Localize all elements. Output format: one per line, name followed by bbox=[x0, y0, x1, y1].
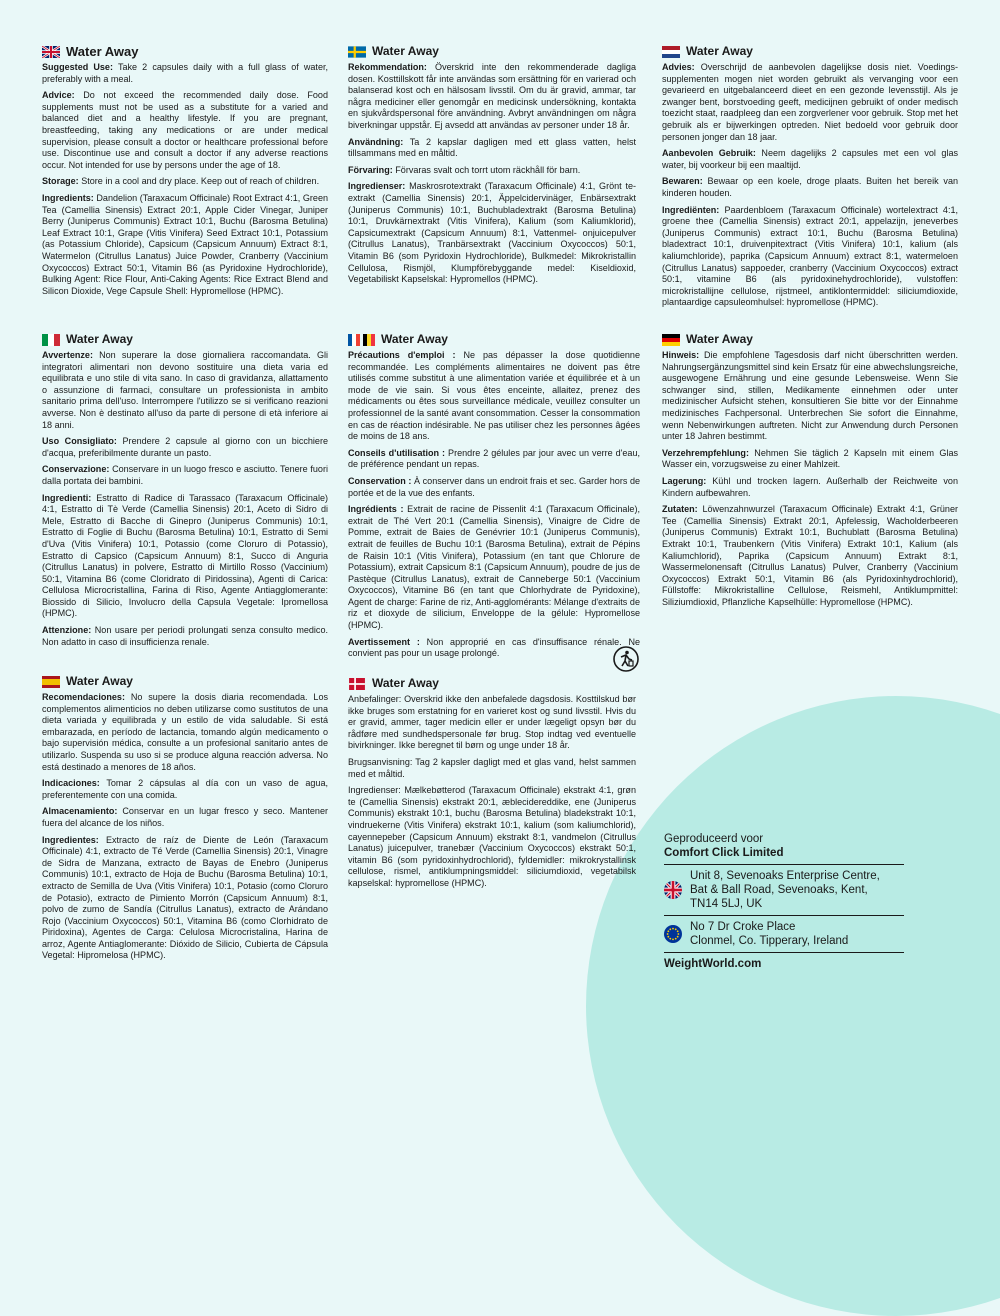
company-name: Comfort Click Limited bbox=[664, 847, 784, 859]
product-name: Water Away bbox=[66, 674, 133, 689]
section-danish: Water Away Anbefalinger: Overskrid ikke den anbefalede dagsdosis. Kosttilskud bør ikke bruges som erstatning for en varieret kost og sund livsstil. Hvis du er gravid, ammer, tager medicin eller er under lægeligt opsyn bør du rådføre med sundhedspersonale før brug. Stop indtag ved eventuelle bivirkninger. Ikke beregnet til børn og unge under 18 år. Brugsanvisning: Tag 2 kapsler dagligt med et glas vand, helst sammen med et måltid. Ingredienser: Mælkebøtterod (Taraxacum Officinale) ekstrakt 4:1, grøn te (Camellia Sinensis) ekstrakt 20:1, æblecidereddike, ene (Juniperus Communis) ekstrakt 10:1, buchu (Barosma Betulina) bladekstrakt 10:1, vindruekerne (Vitis Vinifera) ekstrakt 10:1, kalium (som kaliumchlorid), cayennepeber (Capsicum Annuum) ekstrakt 8:1, vandmelon (Citrullus Lanatus) juicepulver, tranebær (Vaccinium Oxycoccos) ekstrakt 50:1, vitamin B6 (som pyridoxinhydrochlorid), fyldemidler: mikrokrystallinsk cellulose, rismel, antiklumpningsmiddel: siliciumdioxid, vegetabilsk kapselskal: hypromellose (HPMC). bbox=[348, 676, 636, 888]
section-title-italian bbox=[42, 334, 328, 346]
section-title-french bbox=[348, 334, 640, 346]
uk-flag-icon bbox=[42, 46, 60, 58]
section-dutch: Water Away Advies: Overschrijd de aanbevolen dagelijkse dosis niet. Voedings- supplementen mogen niet worden gebruikt als vervanging voor een gevarieerd en uitgebalanceerd dieet en een gezonde levensstijl. Als je zwanger bent, borstvoeding geeft, medicijnen gebruikt of onder medisch toezicht staat, raadpleeg dan een zorgverlener voor gebruik. Stop met het gebruik als er bijwerkingen optreden. Niet bedoeld voor gebruik door personen jonger dan 18 jaar. Aanbevolen Gebruik: Neem dagelijks 2 capsules met een vol glas water, bij voorkeur bij een maaltijd. Bewaren: Bewaar op een koele, droge plaats. Buiten het bereik van kinderen houden. Ingrediënten: Paardenbloem (Taraxacum Officinale) wortelextract 4:1, groene thee (Camellia Sinensis) extract 20:1, appelazijn, jeneverbes (Juniperus Communis) extract 10:1, Buchu (Barosma Betulina) bladextract 10:1, druivenpitextract (Vitis Vinifera) 10:1, kalium (als kaliumchloride), paprika (Capsicum Annuum) extract 8:1, watermeloen (Citrullus Lanatus) sappoeder, cranberry (Vaccinium Oxycoccos) extract 50:1, vitamine B6 (als pyridoxinehydrochloride), vulstoffen: microkristallijne cellulose, rijstmeel, antiklontermiddel: siliciumdioxide, plantaardige capsuleomhulsel: hypromellose (HPMC). bbox=[662, 44, 959, 308]
product-name: Water Away bbox=[686, 44, 753, 59]
divider bbox=[664, 915, 904, 916]
section-title-dutch bbox=[662, 46, 958, 58]
product-name: Water Away bbox=[381, 332, 448, 347]
ireland-address: No 7 Dr Croke Place Clonmel, Co. Tipperary, Ireland bbox=[664, 920, 904, 948]
section-french: Water Away Précautions d'emploi : Ne pas dépasser la dose quotidienne recommandée. Les compléments alimentaires ne doivent pas être utilisés comme substitut à une alimentation variée et équilibrée et à un mode de vie sain. Si vous êtes enceinte, allaitez, prenez des médicaments ou êtes sous surveillance médicale, veuillez consulter un professionnel de la santé avant consommation. Cesser la consommation en cas de réaction indésirable. Ne pas utiliser chez les personnes âgées de moins de 18 ans. Conseils d'utilisation : Prendre 2 gélules par jour avec un verre d'eau, de préférence pendant un repas. Conservation : À conserver dans un endroit frais et sec. Garder hors de portée et de la vue des enfants. Ingrédients : Extrait de racine de Pissenlit 4:1 (Taraxacum Officinale), extrait de Thé Vert 20:1 (Camellia Sinensis), Vinaigre de Cidre de Pomme, extrait de Baies de Genévrier 10:1 (Juniperus Communis), extrait de feuilles de Buchu 10:1 (Barosma Betulina), extrait de Pépins de Raisin 10:1 (Vitis Vinifera), Potassium (en tant que Chlorure de Potassium), extrait Capsicum 8:1 (Capsicum Annuum), poudre de jus de Pastèque (Citrullus Lanatus), extrait de Canneberge 50:1 (Vaccinium Oxycoccos), Vitamine B6 (en tant que Chlorhydrate de Pyridoxine), Agent de charge: Farine de riz, Anti-agglomérants: Mélange d'extraits de riz et dioxyde de silicium, Enveloppe de la gélule: Hypromellose (HPMC). Avertissement : Non approprié en cas d'insuffisance rénale. Ne convient pas pour un usage prolongé. bbox=[348, 332, 641, 659]
netherlands-flag-icon bbox=[662, 46, 680, 58]
section-title-swedish bbox=[348, 46, 636, 58]
section-german: Water Away Hinweis: Die empfohlene Tagesdosis darf nicht überschritten werden. Nahrungsergänzungsmittel sind kein Ersatz für eine abwechslungsreiche, ausgewogene Ernährung und eine gesunde Lebensweise. Wenn Sie schwanger sind, stillen, Medikamente einnehmen oder unter medizinischer Aufsicht stehen, konsultieren Sie bitte vor der Einnahme medizinisches Fachpersonal. Unterbrechen Sie sofort die Einnahme, wenn Nebenwirkungen auftreten. Nicht zur Anwendung durch Personen unter 18 Jahren bestimmt. Verzehrempfehlung: Nehmen Sie täglich 2 Kapseln mit einem Glas Wasser ein, vorzugsweise zu einer Mahlzeit. Lagerung: Kühl und trocken lagern. Außerhalb der Reichweite von Kindern aufbewahren. Zutaten: Löwenzahnwurzel (Taraxacum Officinale) Extrakt 4:1, Grüner Tee (Camellia Sinensis) Extrakt 20:1, Apfelessig, Wacholderbeeren (Juniperus Communis) Extrakt 10:1, Buchublatt (Barosma Betulina) Extrakt 10:1, Traubenkern (Vitis Vinifera) Extrakt 10:1, Kalium (als Kaliumchlorid), Paprika (Capsicum Annuum) Extrakt 8:1, Wassermelonensaft (Citrullus Lanatus) Pulver, Cranberry (Vaccinium Oxycoccos) Extrakt 50:1, Vitamin B6 (als Pyridoxinhydrochlorid), Füllstoffe: Mikrokristalline Cellulose, Reismehl, Antiklumpmittel: Siliziumdioxid, Pflanzliche Kapselhülle: Hypromellose (HPMC). bbox=[662, 332, 959, 607]
section-title-spanish bbox=[42, 676, 328, 688]
product-name: Water Away bbox=[66, 44, 139, 60]
product-name: Water Away bbox=[372, 44, 439, 59]
product-name: Water Away bbox=[66, 332, 133, 347]
divider bbox=[664, 864, 904, 865]
germany-flag-icon bbox=[662, 334, 680, 346]
divider bbox=[664, 952, 904, 953]
product-name: Water Away bbox=[686, 332, 753, 347]
produced-for: Geproduceerd voor bbox=[664, 833, 764, 845]
denmark-flag-icon bbox=[348, 678, 366, 690]
manufacturer-info bbox=[664, 832, 904, 971]
section-english: Water Away Suggested Use: Take 2 capsules daily with a full glass of water, preferably with a meal. Advice: Do not exceed the recommended daily dose. Food supplements must not be used as a substitute for a varied and balanced diet and a healthy lifestyle. If you are pregnant, breastfeeding, taking any medications or are under medical supervision, please consult a doctor or healthcare professional before use. Discontinue use and consult a doctor if any adverse reactions occur. Not intended for use by persons under the age of 18. Storage: Store in a cool and dry place. Keep out of reach of children. Ingredients: Dandelion (Taraxacum Officinale) Root Extract 4:1, Green Tea (Camellia Sinensis) Extract 20:1, Apple Cider Vinegar, Juniper Berry (Juniperus Communis) Extract 10:1, Buchu (Barosma Betulina) Leaf Extract 10:1, Grape (Vitis Vinifera) Seed Extract 10:1, Potassium (as Potassium Chloride), Capsicum (Capsicum Annuum) Extract 8:1, Watermelon (Citrullus Lanatus) Juice Powder, Cranberry (Vaccinium Oxycoccos) Extract 50:1, Vitamin B6 (as Pyridoxine Hydrochloride), Bulking Agent: Rice Flour, Anti-Caking Agents: Rice Extract Blend and Silicon Dioxide, Vege Capsule Shell: Hypromellose (HPMC). bbox=[42, 44, 329, 296]
section-title-danish bbox=[348, 678, 636, 690]
recycle-person-icon bbox=[613, 646, 639, 672]
uk-flag-icon bbox=[664, 881, 682, 899]
italy-flag-icon bbox=[42, 334, 60, 346]
section-spanish: Water Away Recomendaciones: No supere la dosis diaria recomendada. Los complementos alimenticios no deben utilizarse como sustitutos de una dieta variada y equilibrada y un estilo de vida saludable. Si está embarazada, en período de lactancia, tomando algún medicamento o bajo supervisión médica, consulte a un profesional sanitario antes de utilizarlo. Suspenda su uso si se produce alguna reacción adversa. No está destinado a menores de 18 años. Indicaciones: Tomar 2 cápsulas al día con un vaso de agua, preferentemente con una comida. Almacenamiento: Conservar en un lugar fresco y seco. Mantener fuera del alcance de los niños. Ingredientes: Extracto de raíz de Diente de León (Taraxacum Officinale) 4:1, extracto de Té Verde (Camellia Sinensis) 20:1, Vinagre de Sidra de Manzana, extracto de Bayas de Enebro (Juniperus Communis) 10:1, extracto de Hoja de Buchu (Barosma Betulina) 10:1, extracto de Semilla de Uva (Vitis Vinifera) 10:1, Potasio (como Cloruro de Potasio), extracto de Pimiento Morrón (Capsicum Annuum) 8:1, polvo de zumo de Sandía (Citrullus Lanatus), extracto de Arándano Rojo (Vaccinium Oxycoccos) 50:1, Vitamina B6 (como Clorhidrato de Piridoxina), Agentes de Carga: Celulosa Microcristalina, Harina de arroz, Agente Antiaglomerante: Dióxido de Silicio, Cubierta de Cápsula Vegetal: Hipromelosa (HPMC). bbox=[42, 674, 328, 961]
belgium-flag-icon bbox=[363, 334, 375, 346]
sweden-flag-icon bbox=[348, 46, 366, 58]
product-name: Water Away bbox=[372, 676, 439, 691]
eu-flag-icon bbox=[664, 925, 682, 943]
section-title-german bbox=[662, 334, 958, 346]
website-link[interactable]: WeightWorld.com bbox=[664, 958, 762, 970]
uk-address: Unit 8, Sevenoaks Enterprise Centre, Bat & Ball Road, Sevenoaks, Kent, TN14 5LJ, UK bbox=[664, 869, 904, 911]
france-flag-icon bbox=[348, 334, 360, 346]
section-title-english bbox=[42, 46, 328, 58]
section-italian: Water Away Avvertenze: Non superare la dose giornaliera raccomandata. Gli integratori alimentari non devono sostituire una dieta varia ed equilibrata e uno stile di vita sano. In caso di gravidanza, allattamento o assunzione di farmaci, consultare un professionista in ambito sanitario prima dell'uso. Interrompere l'utilizzo se si verificano reazioni avverse. Non è destinato all'uso da parte di persone di età inferiore ai 18 anni. Uso Consigliato: Prendere 2 capsule al giorno con un bicchiere d'acqua, preferibilmente durante un pasto. Conservazione: Conservare in un luogo fresco e asciutto. Tenere fuori dalla portata dei bambini. Ingredienti: Estratto di Radice di Tarassaco (Taraxacum Officinale) 4:1, Estratto di Tè Verde (Camellia Sinensis) 20:1, Aceto di Sidro di Mele, Estratto di Bacche di Ginepro (Juniperus Communis) 10:1, Estratto di Foglie di Buchu (Barosma Betulina) 10:1, Estratto di Semi d'Uva (Vitis Vinifera) 10:1, Potassio (come Cloruro di Potassio), Estratto di Capsico (Capsicum Annuum) 8:1, Succo di Anguria (Citrullus Lanatus) in polvere, Estratto di Mirtillo Rosso (Vaccinium) 50:1, Vitamina B6 (come Cloridrato di Piridossina), Agenti di Carica: Cellulosa Microcristallina, Farina di Riso, Agente Antiagglomerante: Biossido di Silicio, Involucro della Capsula Vegetale: Ipromellosa (HPMC). Attenzione: Non usare per periodi prolungati senza consulto medico. Non adatto in caso di insufficienza renale. bbox=[42, 332, 329, 647]
section-swedish: Water Away Rekommendation: Överskrid inte den rekommenderade dagliga dosen. Kosttillskott får inte användas som ersättning för en varierad och balanserad kost och en hälsosam livsstil. Om du är gravid, ammar, tar några mediciner eller genomgår en medicinsk undersökning, kontakta en sjukvårdspersonal före användning. Avbryt användningen om några biverkningar uppstår. Ej avsedd att användas av personer under 18 år. Användning: Ta 2 kapslar dagligen med ett glass vatten, helst tillsammans med en måltid. Förvaring: Förvaras svalt och torrt utom räckhåll för barn. Ingredienser: Maskrosrotextrakt (Taraxacum Officinale) 4:1, Grönt te-extrakt (Camellia Sinensis) 20:1, Äppelcidervinäger, Enbärsextrakt (Juniperus Communis) 10:1, Buchubladextrakt (Barosma Betulina) 10:1, Druvkärnextrakt (Vitis Vinifera), Kalium (som Kaliumklorid), Capsicumextrakt (Capsicum Annuum) 8:1, Vattenmel- onjuicepulver (Citrullus Lanatus), Tranbärsextrakt (Vaccinium Oxycoccos) 50:1, Vitamin B6 (som Pyridoxin Hydrochloride), Bulkmedel: Mikrokristallin Cellulosa, Rismjöl, Klumpförebyggande medel: Kiseldioxid, Vegetabiliskt Kapselskal: Hypromellos (HPMC). bbox=[348, 44, 636, 285]
spain-flag-icon bbox=[42, 676, 60, 688]
decorative-circle bbox=[586, 696, 1000, 1316]
